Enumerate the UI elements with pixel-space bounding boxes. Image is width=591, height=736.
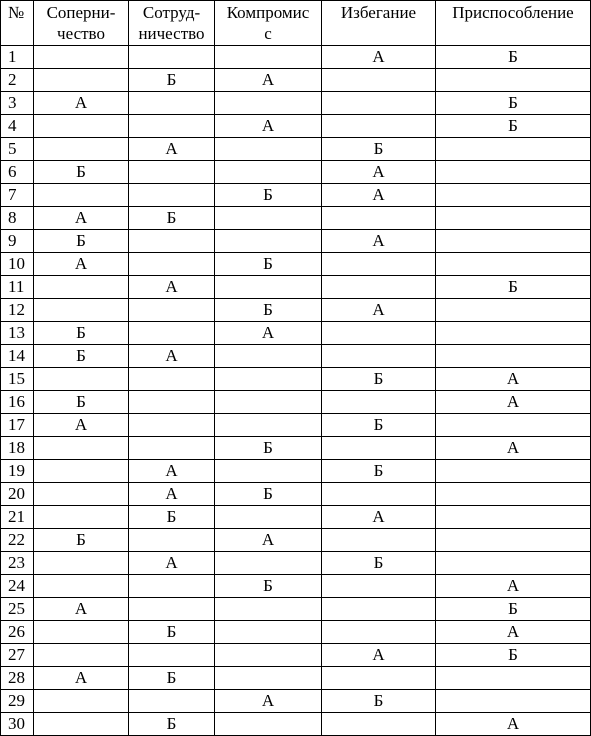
cell-accommodation: А — [436, 621, 591, 644]
cell-avoidance: Б — [322, 460, 436, 483]
cell-competition: Б — [34, 345, 129, 368]
cell-avoidance — [322, 207, 436, 230]
table-row — [1, 621, 591, 644]
cell-compromise — [215, 713, 322, 736]
row-number: 30 — [1, 713, 34, 736]
cell-avoidance — [322, 345, 436, 368]
cell-competition — [34, 69, 129, 92]
row-number: 19 — [1, 460, 34, 483]
row-number: 17 — [1, 414, 34, 437]
cell-avoidance: Б — [322, 368, 436, 391]
cell-accommodation — [436, 414, 591, 437]
cell-compromise: Б — [215, 437, 322, 460]
cell-accommodation — [436, 552, 591, 575]
cell-collaboration: Б — [129, 506, 215, 529]
table-body — [1, 46, 591, 736]
cell-collaboration — [129, 184, 215, 207]
cell-collaboration — [129, 644, 215, 667]
cell-compromise — [215, 621, 322, 644]
row-number: 2 — [1, 69, 34, 92]
cell-accommodation — [436, 161, 591, 184]
cell-avoidance — [322, 529, 436, 552]
row-number: 21 — [1, 506, 34, 529]
cell-compromise — [215, 276, 322, 299]
cell-compromise — [215, 207, 322, 230]
cell-accommodation: Б — [436, 644, 591, 667]
cell-competition: Б — [34, 529, 129, 552]
cell-avoidance: А — [322, 184, 436, 207]
cell-avoidance — [322, 575, 436, 598]
cell-competition — [34, 575, 129, 598]
cell-competition — [34, 299, 129, 322]
cell-compromise — [215, 460, 322, 483]
row-number: 29 — [1, 690, 34, 713]
cell-compromise: Б — [215, 299, 322, 322]
header-number: № — [1, 1, 34, 46]
cell-collaboration — [129, 46, 215, 69]
cell-accommodation — [436, 345, 591, 368]
cell-collaboration — [129, 322, 215, 345]
cell-collaboration: А — [129, 552, 215, 575]
cell-compromise: А — [215, 529, 322, 552]
cell-compromise: Б — [215, 184, 322, 207]
cell-collaboration — [129, 529, 215, 552]
cell-accommodation: А — [436, 391, 591, 414]
row-number: 16 — [1, 391, 34, 414]
row-number: 15 — [1, 368, 34, 391]
table-row — [1, 506, 591, 529]
cell-accommodation — [436, 299, 591, 322]
cell-collaboration — [129, 92, 215, 115]
table-row — [1, 598, 591, 621]
cell-collaboration: А — [129, 276, 215, 299]
cell-avoidance — [322, 253, 436, 276]
row-number: 28 — [1, 667, 34, 690]
row-number: 9 — [1, 230, 34, 253]
cell-compromise — [215, 46, 322, 69]
cell-avoidance — [322, 69, 436, 92]
cell-collaboration — [129, 437, 215, 460]
cell-compromise — [215, 598, 322, 621]
cell-collaboration — [129, 115, 215, 138]
row-number: 27 — [1, 644, 34, 667]
table-row — [1, 161, 591, 184]
cell-collaboration — [129, 230, 215, 253]
table-row — [1, 690, 591, 713]
row-number: 12 — [1, 299, 34, 322]
cell-accommodation: Б — [436, 276, 591, 299]
row-number: 4 — [1, 115, 34, 138]
cell-collaboration — [129, 368, 215, 391]
cell-competition — [34, 368, 129, 391]
cell-compromise: А — [215, 115, 322, 138]
cell-compromise: Б — [215, 483, 322, 506]
cell-compromise — [215, 138, 322, 161]
cell-avoidance: А — [322, 161, 436, 184]
cell-competition — [34, 690, 129, 713]
cell-collaboration — [129, 414, 215, 437]
header-row — [1, 1, 591, 46]
header-avoidance: Избегание — [322, 1, 436, 46]
cell-compromise — [215, 644, 322, 667]
cell-accommodation — [436, 207, 591, 230]
cell-accommodation: А — [436, 713, 591, 736]
cell-avoidance — [322, 483, 436, 506]
cell-avoidance: А — [322, 46, 436, 69]
cell-avoidance — [322, 437, 436, 460]
cell-competition — [34, 460, 129, 483]
cell-compromise — [215, 552, 322, 575]
cell-competition — [34, 552, 129, 575]
cell-accommodation — [436, 230, 591, 253]
row-number: 3 — [1, 92, 34, 115]
table-header — [1, 1, 591, 46]
cell-competition — [34, 483, 129, 506]
cell-collaboration: Б — [129, 621, 215, 644]
cell-avoidance — [322, 322, 436, 345]
cell-accommodation — [436, 690, 591, 713]
cell-accommodation — [436, 184, 591, 207]
cell-accommodation — [436, 253, 591, 276]
cell-competition: Б — [34, 230, 129, 253]
cell-competition — [34, 115, 129, 138]
cell-avoidance — [322, 276, 436, 299]
cell-collaboration: Б — [129, 69, 215, 92]
cell-avoidance — [322, 667, 436, 690]
row-number: 24 — [1, 575, 34, 598]
row-number: 23 — [1, 552, 34, 575]
cell-accommodation — [436, 138, 591, 161]
table-row — [1, 345, 591, 368]
row-number: 6 — [1, 161, 34, 184]
row-number: 13 — [1, 322, 34, 345]
cell-avoidance: А — [322, 299, 436, 322]
table-row — [1, 483, 591, 506]
row-number: 25 — [1, 598, 34, 621]
cell-competition — [34, 621, 129, 644]
table-row — [1, 552, 591, 575]
cell-compromise — [215, 506, 322, 529]
cell-accommodation — [436, 460, 591, 483]
table-row — [1, 667, 591, 690]
cell-avoidance — [322, 621, 436, 644]
cell-competition — [34, 713, 129, 736]
row-number: 22 — [1, 529, 34, 552]
cell-collaboration: Б — [129, 713, 215, 736]
cell-compromise: Б — [215, 253, 322, 276]
table-row — [1, 115, 591, 138]
row-number: 1 — [1, 46, 34, 69]
cell-avoidance: Б — [322, 414, 436, 437]
cell-competition: Б — [34, 322, 129, 345]
cell-avoidance — [322, 92, 436, 115]
cell-collaboration: А — [129, 345, 215, 368]
row-number: 26 — [1, 621, 34, 644]
cell-compromise — [215, 230, 322, 253]
cell-accommodation: А — [436, 368, 591, 391]
cell-competition: Б — [34, 161, 129, 184]
row-number: 5 — [1, 138, 34, 161]
cell-accommodation: Б — [436, 92, 591, 115]
cell-compromise: А — [215, 322, 322, 345]
cell-competition: А — [34, 667, 129, 690]
cell-avoidance: Б — [322, 690, 436, 713]
cell-avoidance — [322, 115, 436, 138]
cell-collaboration: А — [129, 138, 215, 161]
cell-compromise: А — [215, 69, 322, 92]
cell-competition: А — [34, 92, 129, 115]
cell-competition: А — [34, 207, 129, 230]
row-number: 14 — [1, 345, 34, 368]
cell-collaboration — [129, 598, 215, 621]
cell-accommodation — [436, 529, 591, 552]
cell-accommodation — [436, 322, 591, 345]
table-row — [1, 368, 591, 391]
row-number: 11 — [1, 276, 34, 299]
table-row — [1, 207, 591, 230]
cell-accommodation: Б — [436, 115, 591, 138]
table-row — [1, 253, 591, 276]
header-competition: Соперни- чество — [34, 1, 129, 46]
cell-collaboration — [129, 161, 215, 184]
cell-compromise: Б — [215, 575, 322, 598]
cell-accommodation: Б — [436, 598, 591, 621]
cell-compromise — [215, 92, 322, 115]
cell-competition: А — [34, 253, 129, 276]
cell-compromise: А — [215, 690, 322, 713]
cell-competition — [34, 437, 129, 460]
cell-avoidance: А — [322, 230, 436, 253]
table-row — [1, 299, 591, 322]
cell-avoidance — [322, 713, 436, 736]
table-row — [1, 184, 591, 207]
cell-competition — [34, 138, 129, 161]
cell-compromise — [215, 161, 322, 184]
cell-accommodation: А — [436, 575, 591, 598]
cell-collaboration: А — [129, 460, 215, 483]
table-row — [1, 575, 591, 598]
cell-collaboration — [129, 690, 215, 713]
table-row — [1, 69, 591, 92]
cell-avoidance: Б — [322, 138, 436, 161]
cell-collaboration: А — [129, 483, 215, 506]
header-collaboration: Сотруд- ничество — [129, 1, 215, 46]
table-row — [1, 322, 591, 345]
table-row — [1, 414, 591, 437]
cell-collaboration — [129, 575, 215, 598]
row-number: 10 — [1, 253, 34, 276]
cell-avoidance: А — [322, 506, 436, 529]
cell-collaboration — [129, 391, 215, 414]
cell-accommodation — [436, 506, 591, 529]
cell-competition — [34, 276, 129, 299]
row-number: 7 — [1, 184, 34, 207]
table-row — [1, 713, 591, 736]
cell-accommodation — [436, 69, 591, 92]
table-row — [1, 138, 591, 161]
table-row — [1, 391, 591, 414]
cell-competition — [34, 644, 129, 667]
table-row — [1, 276, 591, 299]
table-row — [1, 644, 591, 667]
cell-compromise — [215, 391, 322, 414]
cell-accommodation: Б — [436, 46, 591, 69]
cell-competition: А — [34, 598, 129, 621]
cell-competition — [34, 506, 129, 529]
cell-accommodation — [436, 667, 591, 690]
cell-competition — [34, 46, 129, 69]
header-compromise: Компромис с — [215, 1, 322, 46]
cell-avoidance: Б — [322, 552, 436, 575]
table-row — [1, 230, 591, 253]
table-row — [1, 46, 591, 69]
cell-avoidance — [322, 391, 436, 414]
cell-collaboration: Б — [129, 207, 215, 230]
row-number: 18 — [1, 437, 34, 460]
header-accommodation: Приспособление — [436, 1, 591, 46]
cell-competition: Б — [34, 391, 129, 414]
row-number: 8 — [1, 207, 34, 230]
cell-compromise — [215, 414, 322, 437]
table-row — [1, 92, 591, 115]
cell-accommodation — [436, 483, 591, 506]
cell-competition: А — [34, 414, 129, 437]
cell-collaboration — [129, 299, 215, 322]
table-row — [1, 460, 591, 483]
cell-avoidance: А — [322, 644, 436, 667]
cell-compromise — [215, 368, 322, 391]
table-row — [1, 529, 591, 552]
table-row — [1, 437, 591, 460]
cell-collaboration: Б — [129, 667, 215, 690]
cell-accommodation: А — [436, 437, 591, 460]
cell-avoidance — [322, 598, 436, 621]
cell-competition — [34, 184, 129, 207]
cell-collaboration — [129, 253, 215, 276]
row-number: 20 — [1, 483, 34, 506]
cell-compromise — [215, 667, 322, 690]
cell-compromise — [215, 345, 322, 368]
